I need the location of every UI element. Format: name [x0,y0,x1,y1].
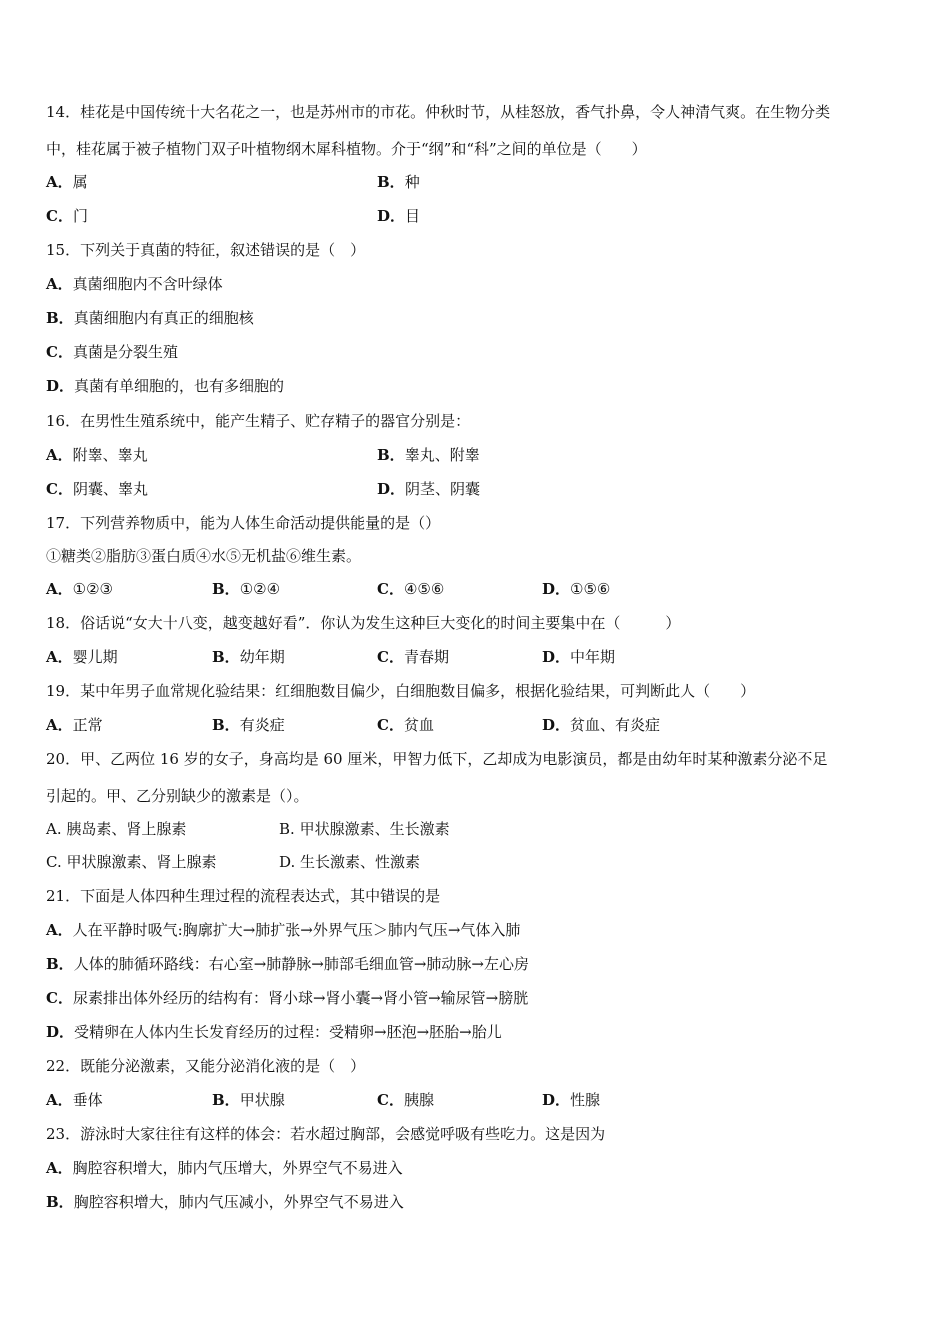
q14-stem-line1: 14．桂花是中国传统十大名花之一，也是苏州市的市花。仲秋时节，从桂怒放，香气扑鼻，令人神清气爽。在生物分类 [46,103,831,121]
option-letter: B． [46,1193,74,1211]
option-text: 尿素排出体外经历的结构有：肾小球→肾小囊→肾小管→输尿管→膀胱 [72,989,529,1007]
q14-option-c [46,206,88,226]
q17-option-d [542,579,610,599]
option-text: ①②③ [72,580,113,598]
q20-option-c [46,852,217,872]
option-text: 胸腔容积增大，肺内气压增大，外界空气不易进入 [72,1159,403,1177]
q23-option-a [46,1158,403,1178]
option-letter: D． [377,207,406,225]
q16-option-a [46,445,148,465]
option-text: 阴茎、阴囊 [405,480,481,498]
option-text: 甲状腺 [239,1091,285,1109]
option-letter: A． [46,921,73,939]
option-letter: C． [377,580,404,598]
option-letter: C． [46,480,73,498]
option-letter: B． [377,173,405,191]
option-text: 胰腺 [403,1091,434,1109]
option-text: 生长激素、性激素 [300,853,421,871]
option-text: 人在平静时吸气:胸廓扩大→肺扩张→外界气压＞肺内气压→气体入肺 [72,921,521,939]
q19-option-b [212,715,285,735]
q21-stem: 21．下面是人体四种生理过程的流程表达式，其中错误的是 [46,887,441,905]
option-text: 真菌细胞内有真正的细胞核 [73,309,254,327]
option-letter: C． [46,207,73,225]
option-text: 胰岛素、肾上腺素 [66,820,187,838]
option-letter: B． [212,580,240,598]
q14-stem-line2: 中，桂花属于被子植物门双子叶植物纲木犀科植物。介于“纲”和“科”之间的单位是（ ） [46,140,647,158]
option-letter: D． [542,648,571,666]
option-text: 门 [72,207,88,225]
option-text: 青春期 [403,648,449,666]
q21-option-c [46,988,528,1008]
option-text: ①⑤⑥ [570,580,611,598]
q21-option-b [46,954,529,974]
q17-option-c [377,579,444,599]
q17-list: ①糖类②脂肪③蛋白质④水⑤无机盐⑥维生素。 [46,547,362,565]
option-letter: A． [46,1091,73,1109]
q20-stem-line1: 20．甲、乙两位 16 岁的女子，身高均是 60 厘米，甲智力低下，乙却成为电影演员，都是由幼年时某种激素分泌不足 [46,750,828,768]
option-text: 婴儿期 [72,648,118,666]
q14-option-b [377,172,420,192]
option-text: 幼年期 [239,648,285,666]
option-letter: B． [212,648,240,666]
option-letter: C． [377,1091,404,1109]
option-letter: D． [542,580,571,598]
option-letter: C． [377,648,404,666]
option-letter: A． [46,446,73,464]
q20-option-b [279,819,450,839]
q19-option-d [542,715,660,735]
q15-option-b [46,308,254,328]
option-text: 垂体 [72,1091,103,1109]
q22-option-a [46,1090,103,1110]
option-letter: A． [46,648,73,666]
option-letter: C． [377,716,404,734]
q18-option-c [377,647,449,667]
option-letter: A． [46,716,73,734]
q21-option-d [46,1022,502,1042]
option-letter: D． [46,1023,75,1041]
option-letter: B． [212,716,240,734]
q15-stem: 15．下列关于真菌的特征，叙述错误的是（ ） [46,241,366,259]
option-text: 睾丸、附睾 [404,446,480,464]
option-text: 附睾、睾丸 [72,446,148,464]
option-letter: B． [46,955,74,973]
q18-option-b [212,647,285,667]
q15-option-d [46,376,284,396]
option-text: 种 [404,173,420,191]
q17-option-b [212,579,280,599]
q16-option-b [377,445,480,465]
q22-option-b [212,1090,285,1110]
option-letter: B. [279,820,295,838]
q18-stem: 18．俗话说“女大十八变，越变越好看”．你认为发生这种巨大变化的时间主要集中在（ ） [46,614,681,632]
q22-stem: 22．既能分泌激素，又能分泌消化液的是（ ） [46,1057,366,1075]
option-text: 真菌有单细胞的，也有多细胞的 [74,377,285,395]
q20-option-a [46,819,186,839]
q19-option-a [46,715,103,735]
option-text: 甲状腺激素、生长激素 [299,820,450,838]
option-letter: A． [46,173,73,191]
option-text: 贫血 [403,716,434,734]
option-letter: D． [46,377,75,395]
q14-option-d [377,206,420,226]
q18-option-a [46,647,118,667]
q19-stem: 19．某中年男子血常规化验结果：红细胞数目偏少，白细胞数目偏多，根据化验结果，可判断此人（ ） [46,682,756,700]
q23-option-b [46,1192,404,1212]
option-letter: C． [46,989,73,1007]
q23-stem: 23．游泳时大家往往有这样的体会：若水超过胸部，会感觉呼吸有些吃力。这是因为 [46,1125,606,1143]
q17-option-a [46,579,113,599]
option-letter: B． [212,1091,240,1109]
option-letter: A． [46,580,73,598]
option-letter: D． [377,480,406,498]
option-text: 胸腔容积增大，肺内气压减小，外界空气不易进入 [73,1193,404,1211]
option-text: 有炎症 [239,716,285,734]
option-text: 受精卵在人体内生长发育经历的过程：受精卵→胚泡→胚胎→胎儿 [74,1023,502,1041]
option-text: 正常 [72,716,103,734]
option-text: 贫血、有炎症 [570,716,661,734]
option-text: ①②④ [239,580,281,598]
q20-option-d [279,852,420,872]
option-letter: C． [46,343,73,361]
option-text: 阴囊、睾丸 [72,480,148,498]
option-letter: A． [46,275,73,293]
q22-option-c [377,1090,434,1110]
option-letter: A. [46,820,62,838]
q19-option-c [377,715,434,735]
q22-option-d [542,1090,600,1110]
option-letter: D． [542,1091,571,1109]
option-text: 属 [72,173,88,191]
option-letter: D. [279,853,296,871]
option-letter: B． [46,309,74,327]
q21-option-a [46,920,520,940]
option-letter: A． [46,1159,73,1177]
q16-option-c [46,479,148,499]
q18-option-d [542,647,615,667]
option-text: 目 [405,207,421,225]
option-text: 真菌细胞内不含叶绿体 [72,275,223,293]
option-letter: D． [542,716,571,734]
q16-option-d [377,479,480,499]
option-text: 性腺 [570,1091,601,1109]
option-text: 真菌是分裂生殖 [72,343,178,361]
q16-stem: 16．在男性生殖系统中，能产生精子、贮存精子的器官分别是： [46,412,471,430]
q17-stem: 17．下列营养物质中，能为人体生命活动提供能量的是（） [46,514,441,532]
option-text: 人体的肺循环路线：右心室→肺静脉→肺部毛细血管→肺动脉→左心房 [73,955,529,973]
option-letter: C. [46,853,62,871]
option-text: 甲状腺激素、肾上腺素 [66,853,217,871]
q15-option-a [46,274,223,294]
option-text: 中年期 [570,648,616,666]
q14-option-a [46,172,88,192]
q20-stem-line2: 引起的。甲、乙分别缺少的激素是（）。 [46,787,309,805]
option-letter: B． [377,446,405,464]
q15-option-c [46,342,178,362]
option-text: ④⑤⑥ [403,580,445,598]
